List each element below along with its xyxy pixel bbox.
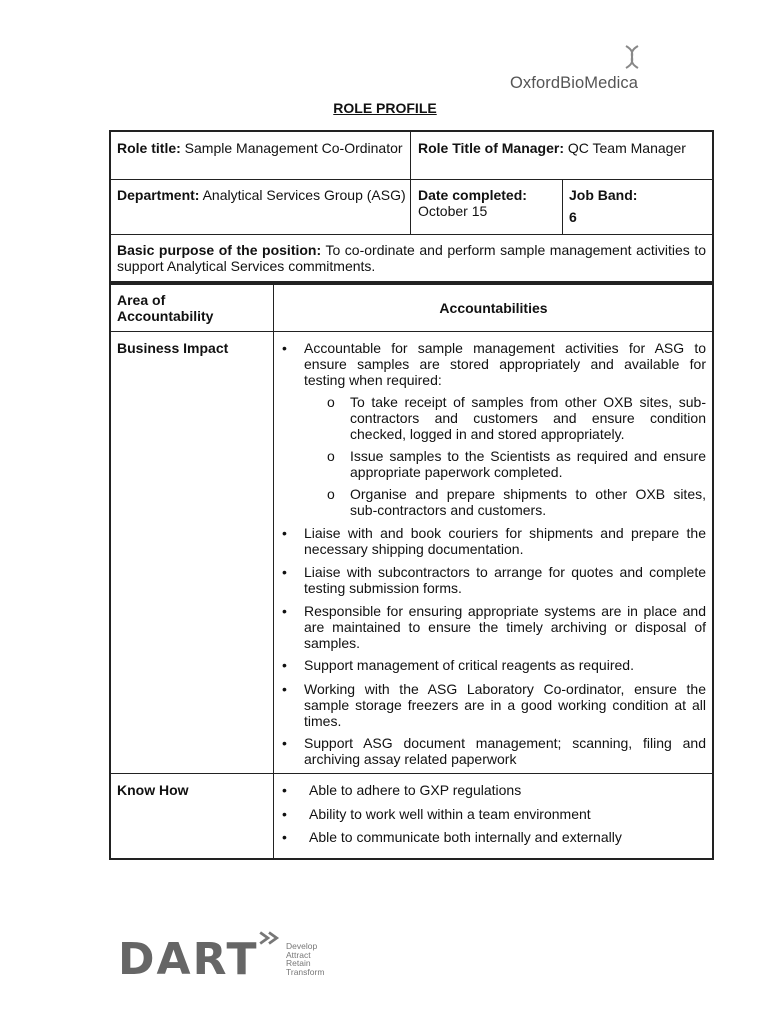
dart-logo xyxy=(118,928,348,988)
date-cell xyxy=(418,187,558,219)
divider xyxy=(110,179,713,180)
department-cell xyxy=(117,187,407,203)
band-label: Job Band: xyxy=(569,187,638,203)
purpose-label: Basic purpose of the position: xyxy=(117,242,322,258)
role-title-label: Role title: xyxy=(117,140,181,156)
divider xyxy=(110,773,713,774)
manager-label: Role Title of Manager: xyxy=(418,140,564,156)
arrow-icon xyxy=(258,930,280,946)
divider xyxy=(562,180,563,234)
divider xyxy=(410,131,411,234)
company-logo-text: OxfordBioMedica xyxy=(510,74,639,92)
role-title-cell xyxy=(117,140,407,156)
date-value: October 15 xyxy=(418,203,488,219)
department-value: Analytical Services Group (ASG) xyxy=(202,187,406,203)
know-how-label: Know How xyxy=(117,782,189,798)
oxford-biomedica-logo xyxy=(508,44,658,96)
role-title-value: Sample Management Co-Ordinator xyxy=(184,140,403,156)
band-value: 6 xyxy=(569,209,577,225)
business-impact-label: Business Impact xyxy=(117,340,229,356)
divider xyxy=(110,331,713,332)
band-cell xyxy=(569,187,709,225)
dart-tagline: Develop Attract Retain Transform xyxy=(286,941,325,977)
divider xyxy=(110,234,713,235)
date-label: Date completed: xyxy=(418,187,527,203)
purpose-cell xyxy=(117,242,706,274)
column-header-accountabilities: Accountabilities xyxy=(439,300,548,316)
page-title: ROLE PROFILE xyxy=(333,100,437,116)
purpose-value: To co-ordinate and perform sample management activities to support Analytical Services commitments. xyxy=(117,242,706,274)
manager-value: QC Team Manager xyxy=(567,140,686,156)
manager-cell xyxy=(418,140,708,156)
department-label: Department: xyxy=(117,187,200,203)
dart-logo-text: DART xyxy=(118,934,259,985)
column-header-area: Area of Accountability xyxy=(117,292,214,324)
